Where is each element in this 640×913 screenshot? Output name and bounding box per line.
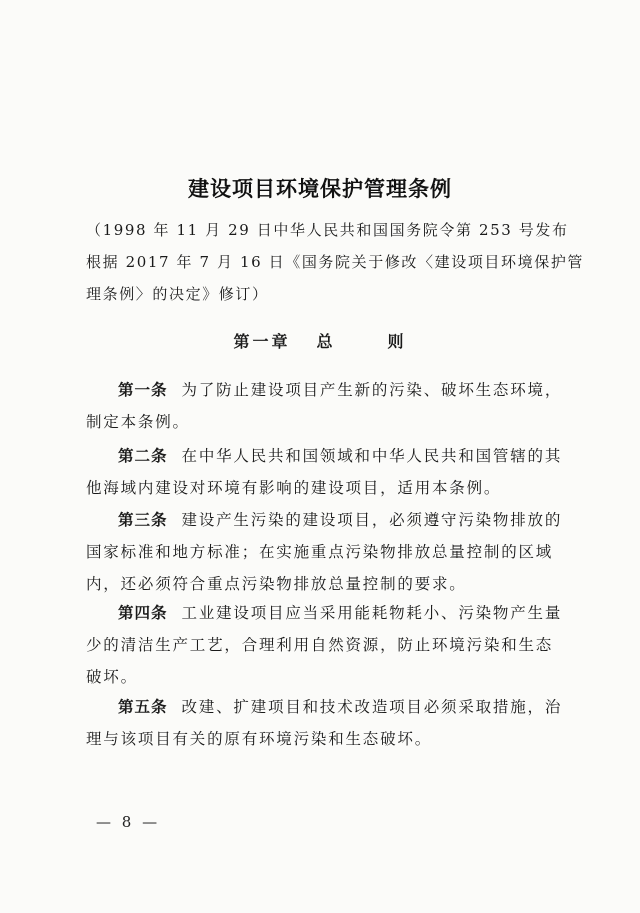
article-3: [86, 504, 564, 600]
article-heading: 第二条: [118, 446, 168, 465]
chapter-title-part: 总: [316, 332, 336, 351]
article-text: 国家标准和地方标准；在实施重点污染物排放总量控制的区域: [86, 543, 554, 561]
article-text: 制定本条例。: [86, 413, 190, 431]
chapter-title-part: 则: [387, 332, 407, 351]
article-text: 为了防止建设项目产生新的污染、破坏生态环境，: [181, 381, 563, 399]
subtitle-line: （1998 年 11 月 29 日中华人民共和国国务院令第 253 号发布: [86, 221, 569, 239]
article-heading: 第四条: [118, 603, 168, 622]
subtitle-line: 理条例〉的决定》修订）: [86, 285, 269, 303]
article-text: 少的清洁生产工艺，合理利用自然资源，防止环境污染和生态: [86, 636, 554, 654]
chapter-number: 第一章: [233, 332, 291, 351]
article-text: 破坏。: [86, 668, 138, 686]
article-4: [86, 597, 564, 693]
article-heading: 第一条: [118, 380, 168, 399]
article-heading: 第五条: [118, 697, 168, 716]
chapter-heading: [0, 329, 640, 352]
article-5: [86, 691, 564, 755]
page-number: — 8 —: [96, 813, 161, 831]
article-text: 建设产生污染的建设项目，必须遵守污染物排放的: [181, 511, 563, 529]
document-subtitle: [86, 214, 585, 310]
subtitle-line: 根据 2017 年 7 月 16 日《国务院关于修改〈建设项目环境保护管: [86, 253, 585, 271]
article-text: 理与该项目有关的原有环境污染和生态破坏。: [86, 730, 433, 748]
article-text: 他海域内建设对环境有影响的建设项目，适用本条例。: [86, 479, 502, 497]
article-text: 工业建设项目应当采用能耗物耗小、污染物产生量: [181, 604, 563, 622]
article-text: 内，还必须符合重点污染物排放总量控制的要求。: [86, 575, 467, 593]
article-text: 在中华人民共和国领域和中华人民共和国管辖的其: [181, 447, 563, 465]
article-heading: 第三条: [118, 510, 168, 529]
article-2: [86, 440, 564, 504]
article-1: [86, 374, 564, 438]
article-text: 改建、扩建项目和技术改造项目必须采取措施，治: [181, 698, 563, 716]
document-title: 建设项目环境保护管理条例: [188, 176, 452, 201]
